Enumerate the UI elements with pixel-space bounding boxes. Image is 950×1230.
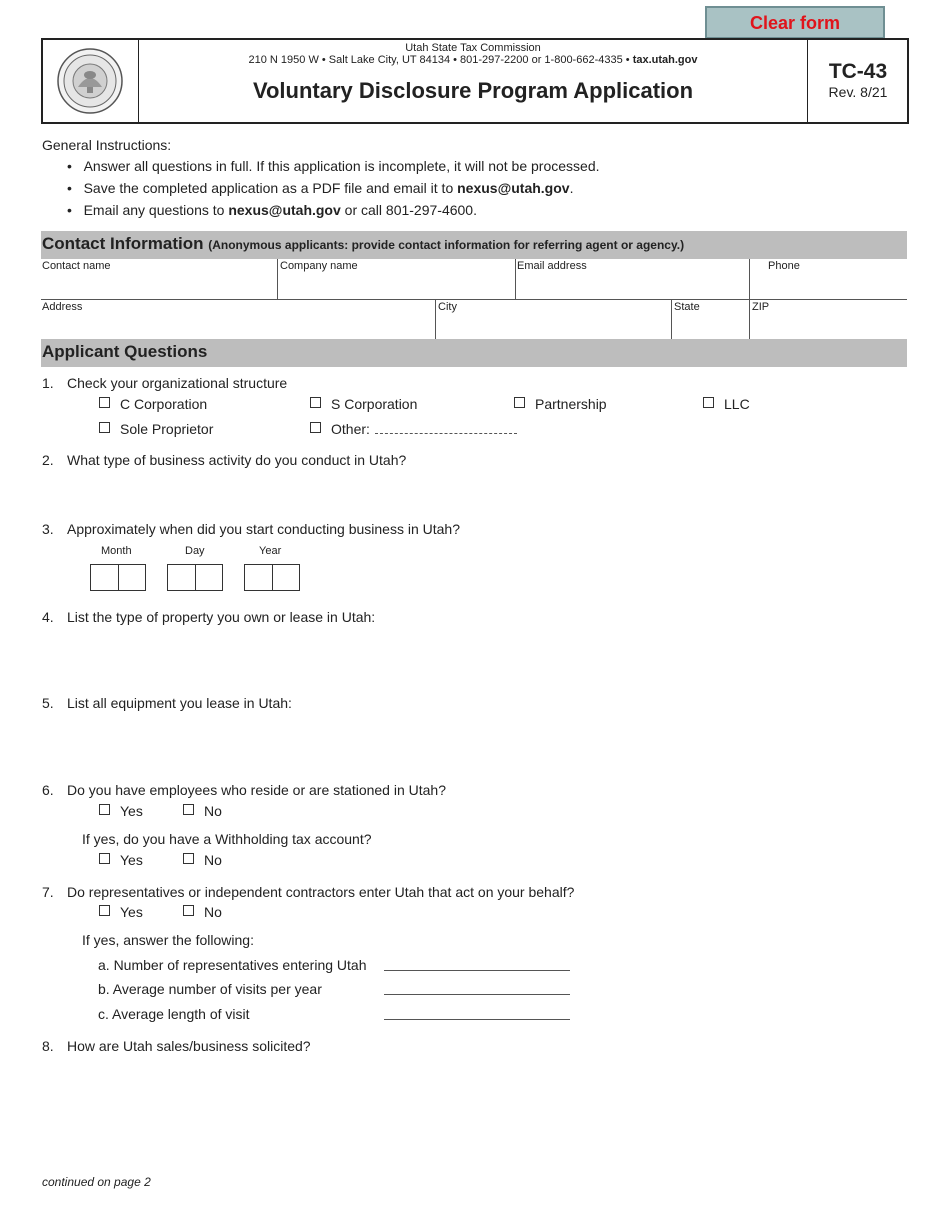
question-number: 6. xyxy=(42,782,54,798)
email-link[interactable]: nexus@utah.gov xyxy=(457,180,570,196)
question-text: Do representatives or independent contractors enter Utah that act on your behalf? xyxy=(67,884,575,900)
question-number: 1. xyxy=(42,375,54,391)
instruction-text: Save the completed application as a PDF file and email it to xyxy=(83,180,458,196)
sub-question-label: c. Average length of visit xyxy=(98,1006,250,1022)
property-field[interactable] xyxy=(67,630,907,690)
withholding-no-checkbox[interactable] xyxy=(183,852,222,868)
phone-field[interactable]: Phone xyxy=(768,260,800,272)
clear-form-button[interactable]: Clear form xyxy=(705,6,885,39)
form-revision: Rev. 8/21 xyxy=(828,84,888,100)
sales-solicitation-field[interactable] xyxy=(67,1060,907,1160)
option-label: S Corporation xyxy=(331,396,418,412)
question-text: Do you have employees who reside or are stationed in Utah? xyxy=(67,782,446,798)
agency-address xyxy=(140,54,806,66)
agency-website-link[interactable]: tax.utah.gov xyxy=(632,54,698,66)
checkbox-icon xyxy=(183,905,194,916)
city-field[interactable]: City xyxy=(438,301,457,313)
applicant-section-header xyxy=(41,339,907,367)
field-divider xyxy=(277,259,278,299)
instruction-item: • Answer all questions in full. If this application is incomplete, it will not be processed. xyxy=(67,158,600,174)
year-label: Year xyxy=(259,545,282,557)
followup-text: If yes, answer the following: xyxy=(82,932,254,948)
question-text: Approximately when did you start conducting business in Utah? xyxy=(67,521,460,537)
question-number: 5. xyxy=(42,695,54,711)
instruction-text: or call 801-297-4600. xyxy=(340,202,477,218)
contact-section-header xyxy=(41,231,907,259)
form-number: TC-43 xyxy=(828,60,888,83)
contact-name-field[interactable]: Contact name xyxy=(42,260,111,272)
question-number: 4. xyxy=(42,609,54,625)
partnership-checkbox[interactable] xyxy=(514,396,607,412)
question-text: Check your organizational structure xyxy=(67,375,288,391)
representatives-yes-checkbox[interactable] xyxy=(99,904,143,920)
option-label: Yes xyxy=(120,904,143,920)
instruction-text: Email any questions to xyxy=(83,202,229,218)
sub-question-label: a. Number of representatives entering Utah xyxy=(98,957,367,973)
checkbox-icon xyxy=(310,422,321,433)
checkbox-icon xyxy=(703,397,714,408)
option-label: Sole Proprietor xyxy=(120,421,214,437)
field-divider xyxy=(515,259,516,299)
checkbox-icon xyxy=(99,804,110,815)
checkbox-icon xyxy=(514,397,525,408)
sole-proprietor-checkbox[interactable] xyxy=(99,421,213,437)
question-number: 2. xyxy=(42,452,54,468)
other-text-field[interactable] xyxy=(375,433,517,434)
header-divider xyxy=(807,38,808,124)
option-label: LLC xyxy=(724,396,750,412)
representatives-no-checkbox[interactable] xyxy=(183,904,222,920)
email-field[interactable]: Email address xyxy=(517,260,587,272)
month-label: Month xyxy=(101,545,132,557)
state-seal-icon xyxy=(56,47,124,115)
llc-checkbox[interactable] xyxy=(703,396,750,412)
day-input[interactable] xyxy=(167,564,223,591)
field-divider xyxy=(435,299,436,339)
withholding-yes-checkbox[interactable] xyxy=(99,852,143,868)
contact-section-subtitle: (Anonymous applicants: provide contact information for referring agent or agency.) xyxy=(208,238,685,252)
question-text: How are Utah sales/business solicited? xyxy=(67,1038,311,1054)
applicant-section-title: Applicant Questions xyxy=(42,342,208,361)
checkbox-icon xyxy=(99,397,110,408)
instructions-heading: General Instructions: xyxy=(42,137,172,153)
checkbox-icon xyxy=(183,804,194,815)
question-text: List the type of property you own or lease in Utah: xyxy=(67,609,376,625)
field-divider xyxy=(671,299,672,339)
option-label: Other: xyxy=(331,421,370,437)
continued-note: continued on page 2 xyxy=(42,1175,151,1189)
instruction-text: Answer all questions in full. If this application is incomplete, it will not be processed. xyxy=(83,158,600,174)
form-title: Voluntary Disclosure Program Application xyxy=(252,78,694,103)
option-label: Yes xyxy=(120,803,143,819)
visits-per-year-field[interactable] xyxy=(384,994,570,995)
business-activity-field[interactable] xyxy=(67,472,907,512)
question-number: 8. xyxy=(42,1038,54,1054)
address-line: 210 N 1950 W • Salt Lake City, UT 84134 • 801-297-2200 or 1-800-662-4335 • xyxy=(248,54,633,66)
instruction-item: • Save the completed application as a PDF file and email it to nexus@utah.gov. xyxy=(67,180,574,196)
address-field[interactable]: Address xyxy=(42,301,83,313)
email-link[interactable]: nexus@utah.gov xyxy=(228,202,341,218)
c-corporation-checkbox[interactable] xyxy=(99,396,207,412)
visit-length-field[interactable] xyxy=(384,1019,570,1020)
question-number: 3. xyxy=(42,521,54,537)
checkbox-icon xyxy=(183,853,194,864)
agency-name: Utah State Tax Commission xyxy=(405,42,541,54)
followup-text: If yes, do you have a Withholding tax account? xyxy=(82,831,372,847)
employees-no-checkbox[interactable] xyxy=(183,803,222,819)
s-corporation-checkbox[interactable] xyxy=(310,396,417,412)
option-label: No xyxy=(204,803,222,819)
state-field[interactable]: State xyxy=(674,301,700,313)
instruction-text: . xyxy=(569,180,574,196)
instruction-item: • Email any questions to nexus@utah.gov or call 801-297-4600. xyxy=(67,202,477,218)
equipment-field[interactable] xyxy=(67,716,907,776)
contact-section-title: Contact Information xyxy=(42,234,204,253)
option-label: C Corporation xyxy=(120,396,208,412)
company-name-field[interactable]: Company name xyxy=(280,260,358,272)
option-label: Yes xyxy=(120,852,143,868)
checkbox-icon xyxy=(99,905,110,916)
header-divider xyxy=(138,38,139,124)
question-text: List all equipment you lease in Utah: xyxy=(67,695,292,711)
other-checkbox[interactable] xyxy=(310,421,370,437)
month-input[interactable] xyxy=(90,564,146,591)
employees-yes-checkbox[interactable] xyxy=(99,803,143,819)
year-input[interactable] xyxy=(244,564,300,591)
checkbox-icon xyxy=(99,422,110,433)
day-label: Day xyxy=(185,545,205,557)
question-number: 7. xyxy=(42,884,54,900)
checkbox-icon xyxy=(99,853,110,864)
option-label: No xyxy=(204,904,222,920)
sub-question-label: b. Average number of visits per year xyxy=(98,981,322,997)
zip-field[interactable]: ZIP xyxy=(752,301,770,313)
checkbox-icon xyxy=(310,397,321,408)
field-divider xyxy=(41,299,907,300)
representatives-count-field[interactable] xyxy=(384,970,570,971)
option-label: No xyxy=(204,852,222,868)
option-label: Partnership xyxy=(535,396,607,412)
question-text: What type of business activity do you conduct in Utah? xyxy=(67,452,407,468)
